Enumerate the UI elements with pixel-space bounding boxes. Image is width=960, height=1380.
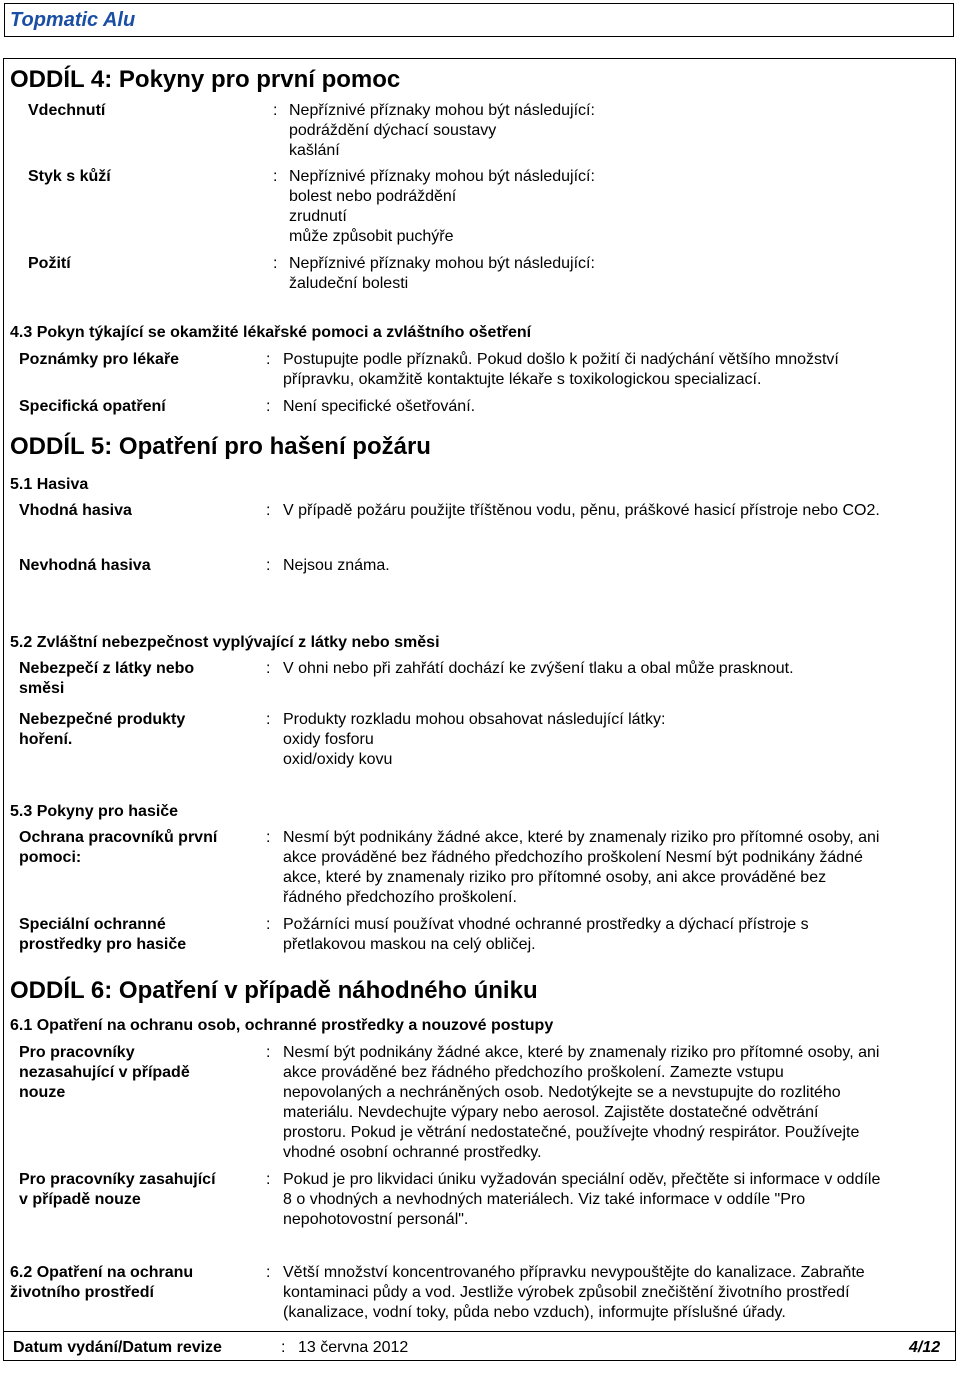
protection-line-2: akce prováděné bez řádného předchozího proškolení Nesmí být podnikány žádné: [283, 849, 863, 866]
section-5-title: ODDÍL 5: Opatření pro hašení požáru: [10, 433, 431, 460]
colon: :: [266, 711, 271, 728]
subsection-6-1: 6.1 Opatření na ochranu osob, ochranné prostředky a nouzové postupy: [10, 1017, 554, 1034]
subsection-5-3: 5.3 Pokyny pro hasiče: [10, 803, 179, 820]
subsection-6-2-label-2: životního prostředí: [10, 1284, 154, 1301]
firefighter-equipment-label-1: Speciální ochranné: [19, 916, 166, 933]
combustion-line-2: oxidy fosforu: [283, 731, 374, 748]
protection-line-4: řádného předchozího proškolení.: [283, 889, 517, 906]
combustion-line-1: Produkty rozkladu mohou obsahovat následující látky:: [283, 711, 666, 728]
ingestion-label: Požití: [28, 255, 71, 272]
responders-line-2: 8 o vhodných a nevhodných materiálech. Viz také informace v oddíle "Pro: [283, 1191, 806, 1208]
firefighter-equipment-label-2: prostředky pro hasiče: [19, 936, 187, 953]
non-emergency-line-3: nepovolaných a nechráněných osob. Nedotýkejte se a nevstupujte do rozlitého: [283, 1084, 841, 1101]
non-emergency-label-1: Pro pracovníky: [19, 1044, 135, 1061]
protection-line-1: Nesmí být podnikány žádné akce, které by znamenaly riziko pro přítomné osoby, ani: [283, 829, 880, 846]
hazards-line-1: V ohni nebo při zahřátí dochází ke zvýšení tlaku a obal může prasknout.: [283, 660, 794, 677]
first-aid-protection-label-2: pomoci:: [19, 849, 82, 866]
footer-date-value: 13 června 2012: [298, 1339, 409, 1356]
section-6-title: ODDÍL 6: Opatření v případě náhodného úniku: [10, 977, 538, 1004]
skin-line-4: může způsobit puchýře: [289, 228, 454, 245]
inhalation-label: Vdechnutí: [28, 102, 106, 119]
non-emergency-line-4: materiálu. Nevdechujte výpary nebo aerosol. Zajistěte dostatečné odvětrání: [283, 1104, 819, 1121]
subsection-4-3: 4.3 Pokyn týkající se okamžité lékařské pomoci a zvláštního ošetření: [10, 324, 532, 341]
hazards-label-1: Nebezpečí z látky nebo: [19, 660, 195, 677]
skin-line-2: bolest nebo podráždění: [289, 188, 457, 205]
notes-for-doctor-label: Poznámky pro lékaře: [19, 351, 180, 368]
equipment-line-2: přetlakovou maskou na celý obličej.: [283, 936, 536, 953]
footer-colon: :: [281, 1339, 286, 1356]
non-emergency-line-2: akce prováděné bez řádného předchozího proškolení. Zamezte vstupu: [283, 1064, 784, 1081]
footer-date-label: Datum vydání/Datum revize: [13, 1339, 222, 1356]
colon: :: [266, 1171, 271, 1188]
colon: :: [266, 557, 271, 574]
footer-divider: [3, 1331, 956, 1332]
emergency-responders-label-1: Pro pracovníky zasahující: [19, 1171, 216, 1188]
colon: :: [266, 1264, 271, 1281]
company-name: Topmatic Alu: [10, 9, 136, 31]
combustion-products-label-1: Nebezpečné produkty: [19, 711, 186, 728]
responders-line-3: nepohotovostní personál".: [283, 1211, 469, 1228]
colon: :: [266, 398, 271, 415]
subsection-6-2-label-1: 6.2 Opatření na ochranu: [10, 1264, 194, 1281]
colon: :: [266, 1044, 271, 1061]
hazards-label-2: směsi: [19, 680, 65, 697]
skin-contact-label: Styk s kůží: [28, 168, 111, 185]
environment-line-2: kontaminaci půdy a vod. Jestliže výrobek způsobil znečištění životního prostředí: [283, 1284, 850, 1301]
colon: :: [266, 829, 271, 846]
skin-line-3: zrudnutí: [289, 208, 347, 225]
suitable-media-label: Vhodná hasiva: [19, 502, 132, 519]
combustion-products-label-2: hoření.: [19, 731, 73, 748]
specific-measures-line-1: Není specifické ošetřování.: [283, 398, 476, 415]
first-aid-protection-label-1: Ochrana pracovníků první: [19, 829, 218, 846]
environment-line-1: Větší množství koncentrovaného přípravku nevypouštějte do kanalizace. Zabraňte: [283, 1264, 865, 1281]
notes-line-1: Postupujte podle příznaků. Pokud došlo k požití či nadýchání většího množství: [283, 351, 839, 368]
colon: :: [273, 102, 278, 119]
notes-line-2: přípravku, okamžitě kontaktujte lékaře s toxikologickou specializací.: [283, 371, 762, 388]
unsuitable-media-line-1: Nejsou známa.: [283, 557, 390, 574]
skin-line-1: Nepříznivé příznaky mohou být následující:: [289, 168, 595, 185]
subsection-5-1: 5.1 Hasiva: [10, 476, 89, 493]
equipment-line-1: Požárníci musí používat vhodné ochranné prostředky a dýchací přístroje s: [283, 916, 809, 933]
inhalation-line-2: podráždění dýchací soustavy: [289, 122, 497, 139]
section-4-title: ODDÍL 4: Pokyny pro první pomoc: [10, 66, 401, 93]
document-header: [4, 3, 954, 37]
environment-line-3: (kanalizace, vodní toky, půda nebo vzduch), informujte příslušné úřady.: [283, 1304, 786, 1321]
suitable-media-line-1: V případě požáru použijte tříštěnou vodu, pěnu, práškové hasicí přístroje nebo CO2.: [283, 502, 880, 519]
colon: :: [266, 502, 271, 519]
inhalation-line-1: Nepříznivé příznaky mohou být následující:: [289, 102, 595, 119]
non-emergency-label-2: nezasahující v případě: [19, 1064, 190, 1081]
non-emergency-line-1: Nesmí být podnikány žádné akce, které by znamenaly riziko pro přítomné osoby, ani: [283, 1044, 880, 1061]
responders-line-1: Pokud je pro likvidaci úniku vyžadován speciální oděv, přečtěte si informace v oddíle: [283, 1171, 881, 1188]
subsection-5-2: 5.2 Zvláštní nebezpečnost vyplývající z látky nebo směsi: [10, 634, 440, 651]
emergency-responders-label-2: v případě nouze: [19, 1191, 141, 1208]
non-emergency-line-5: prostoru. Pokud je větrání nedostatečné, používejte vhodný respirátor. Používejte: [283, 1124, 860, 1141]
ingestion-line-2: žaludeční bolesti: [289, 275, 409, 292]
colon: :: [266, 660, 271, 677]
inhalation-line-3: kašlání: [289, 142, 340, 159]
protection-line-3: akce, které by znamenaly riziko pro přítomné osoby, ani akce prováděné bez: [283, 869, 827, 886]
combustion-line-3: oxid/oxidy kovu: [283, 751, 393, 768]
page-number: 4/12: [909, 1339, 941, 1356]
unsuitable-media-label: Nevhodná hasiva: [19, 557, 151, 574]
ingestion-line-1: Nepříznivé příznaky mohou být následující:: [289, 255, 595, 272]
non-emergency-line-6: vhodné osobní ochranné prostředky.: [283, 1144, 542, 1161]
colon: :: [266, 351, 271, 368]
specific-measures-label: Specifická opatření: [19, 398, 166, 415]
colon: :: [266, 916, 271, 933]
colon: :: [273, 255, 278, 272]
colon: :: [273, 168, 278, 185]
non-emergency-label-3: nouze: [19, 1084, 66, 1101]
